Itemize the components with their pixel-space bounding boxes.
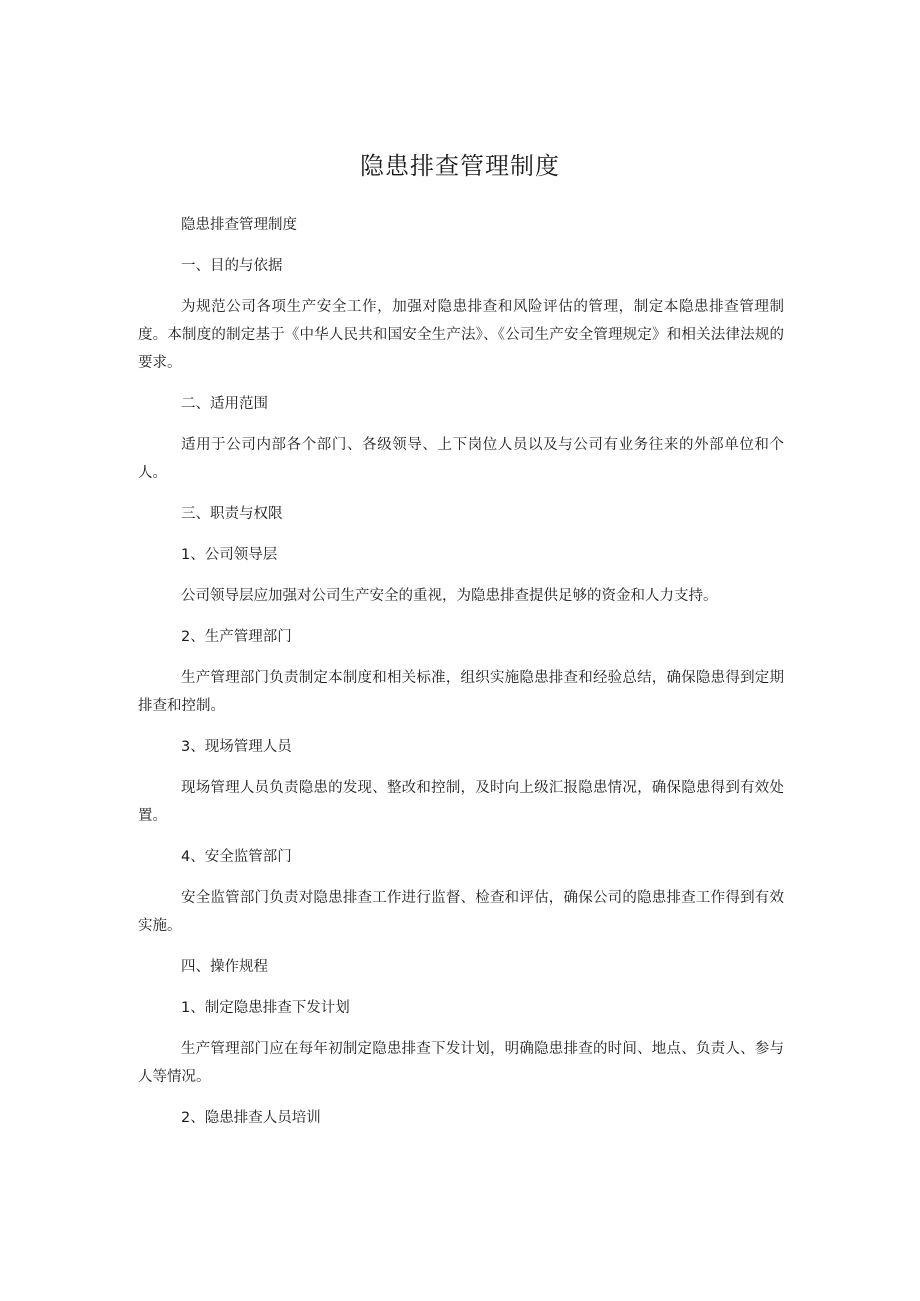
document-title: 隐患排查管理制度 bbox=[360, 152, 560, 181]
section-heading: 二、适用范围 bbox=[181, 396, 268, 412]
paragraph: 公司领导层应加强对公司生产安全的重视，为隐患排查提供足够的资金和人力支持。 bbox=[181, 588, 718, 604]
paragraph: 现场管理人员负责隐患的发现、整改和控制，及时向上级汇报隐患情况，确保隐患得到有效处置。 bbox=[138, 780, 784, 824]
subsection-heading: 2、隐患排查人员培训 bbox=[181, 1110, 321, 1126]
section-heading: 隐患排查管理制度 bbox=[181, 217, 297, 233]
section-heading: 一、目的与依据 bbox=[181, 258, 283, 274]
paragraph: 安全监管部门负责对隐患排查工作进行监督、检查和评估，确保公司的隐患排查工作得到有效实施。 bbox=[138, 890, 784, 934]
subsection-heading: 2、生产管理部门 bbox=[181, 629, 292, 645]
paragraph: 生产管理部门负责制定本制度和相关标准，组织实施隐患排查和经验总结，确保隐患得到定期排查和控制。 bbox=[138, 670, 784, 714]
subsection-heading: 3、现场管理人员 bbox=[181, 739, 292, 755]
section-heading: 四、操作规程 bbox=[181, 959, 268, 975]
document-body bbox=[138, 211, 784, 1145]
paragraph: 为规范公司各项生产安全工作，加强对隐患排查和风险评估的管理，制定本隐患排查管理制度。本制度的制定基于《中华人民共和国安全生产法》、《公司生产安全管理规定》和相关法律法规的要求。 bbox=[138, 299, 784, 371]
subsection-heading: 1、公司领导层 bbox=[181, 547, 278, 563]
paragraph: 生产管理部门应在每年初制定隐患排查下发计划，明确隐患排查的时间、地点、负责人、参与人等情况。 bbox=[138, 1041, 784, 1085]
subsection-heading: 1、制定隐患排查下发计划 bbox=[181, 1000, 350, 1016]
section-heading: 三、职责与权限 bbox=[181, 506, 283, 522]
paragraph: 适用于公司内部各个部门、各级领导、上下岗位人员以及与公司有业务往来的外部单位和个人。 bbox=[138, 437, 784, 481]
subsection-heading: 4、安全监管部门 bbox=[181, 849, 292, 865]
